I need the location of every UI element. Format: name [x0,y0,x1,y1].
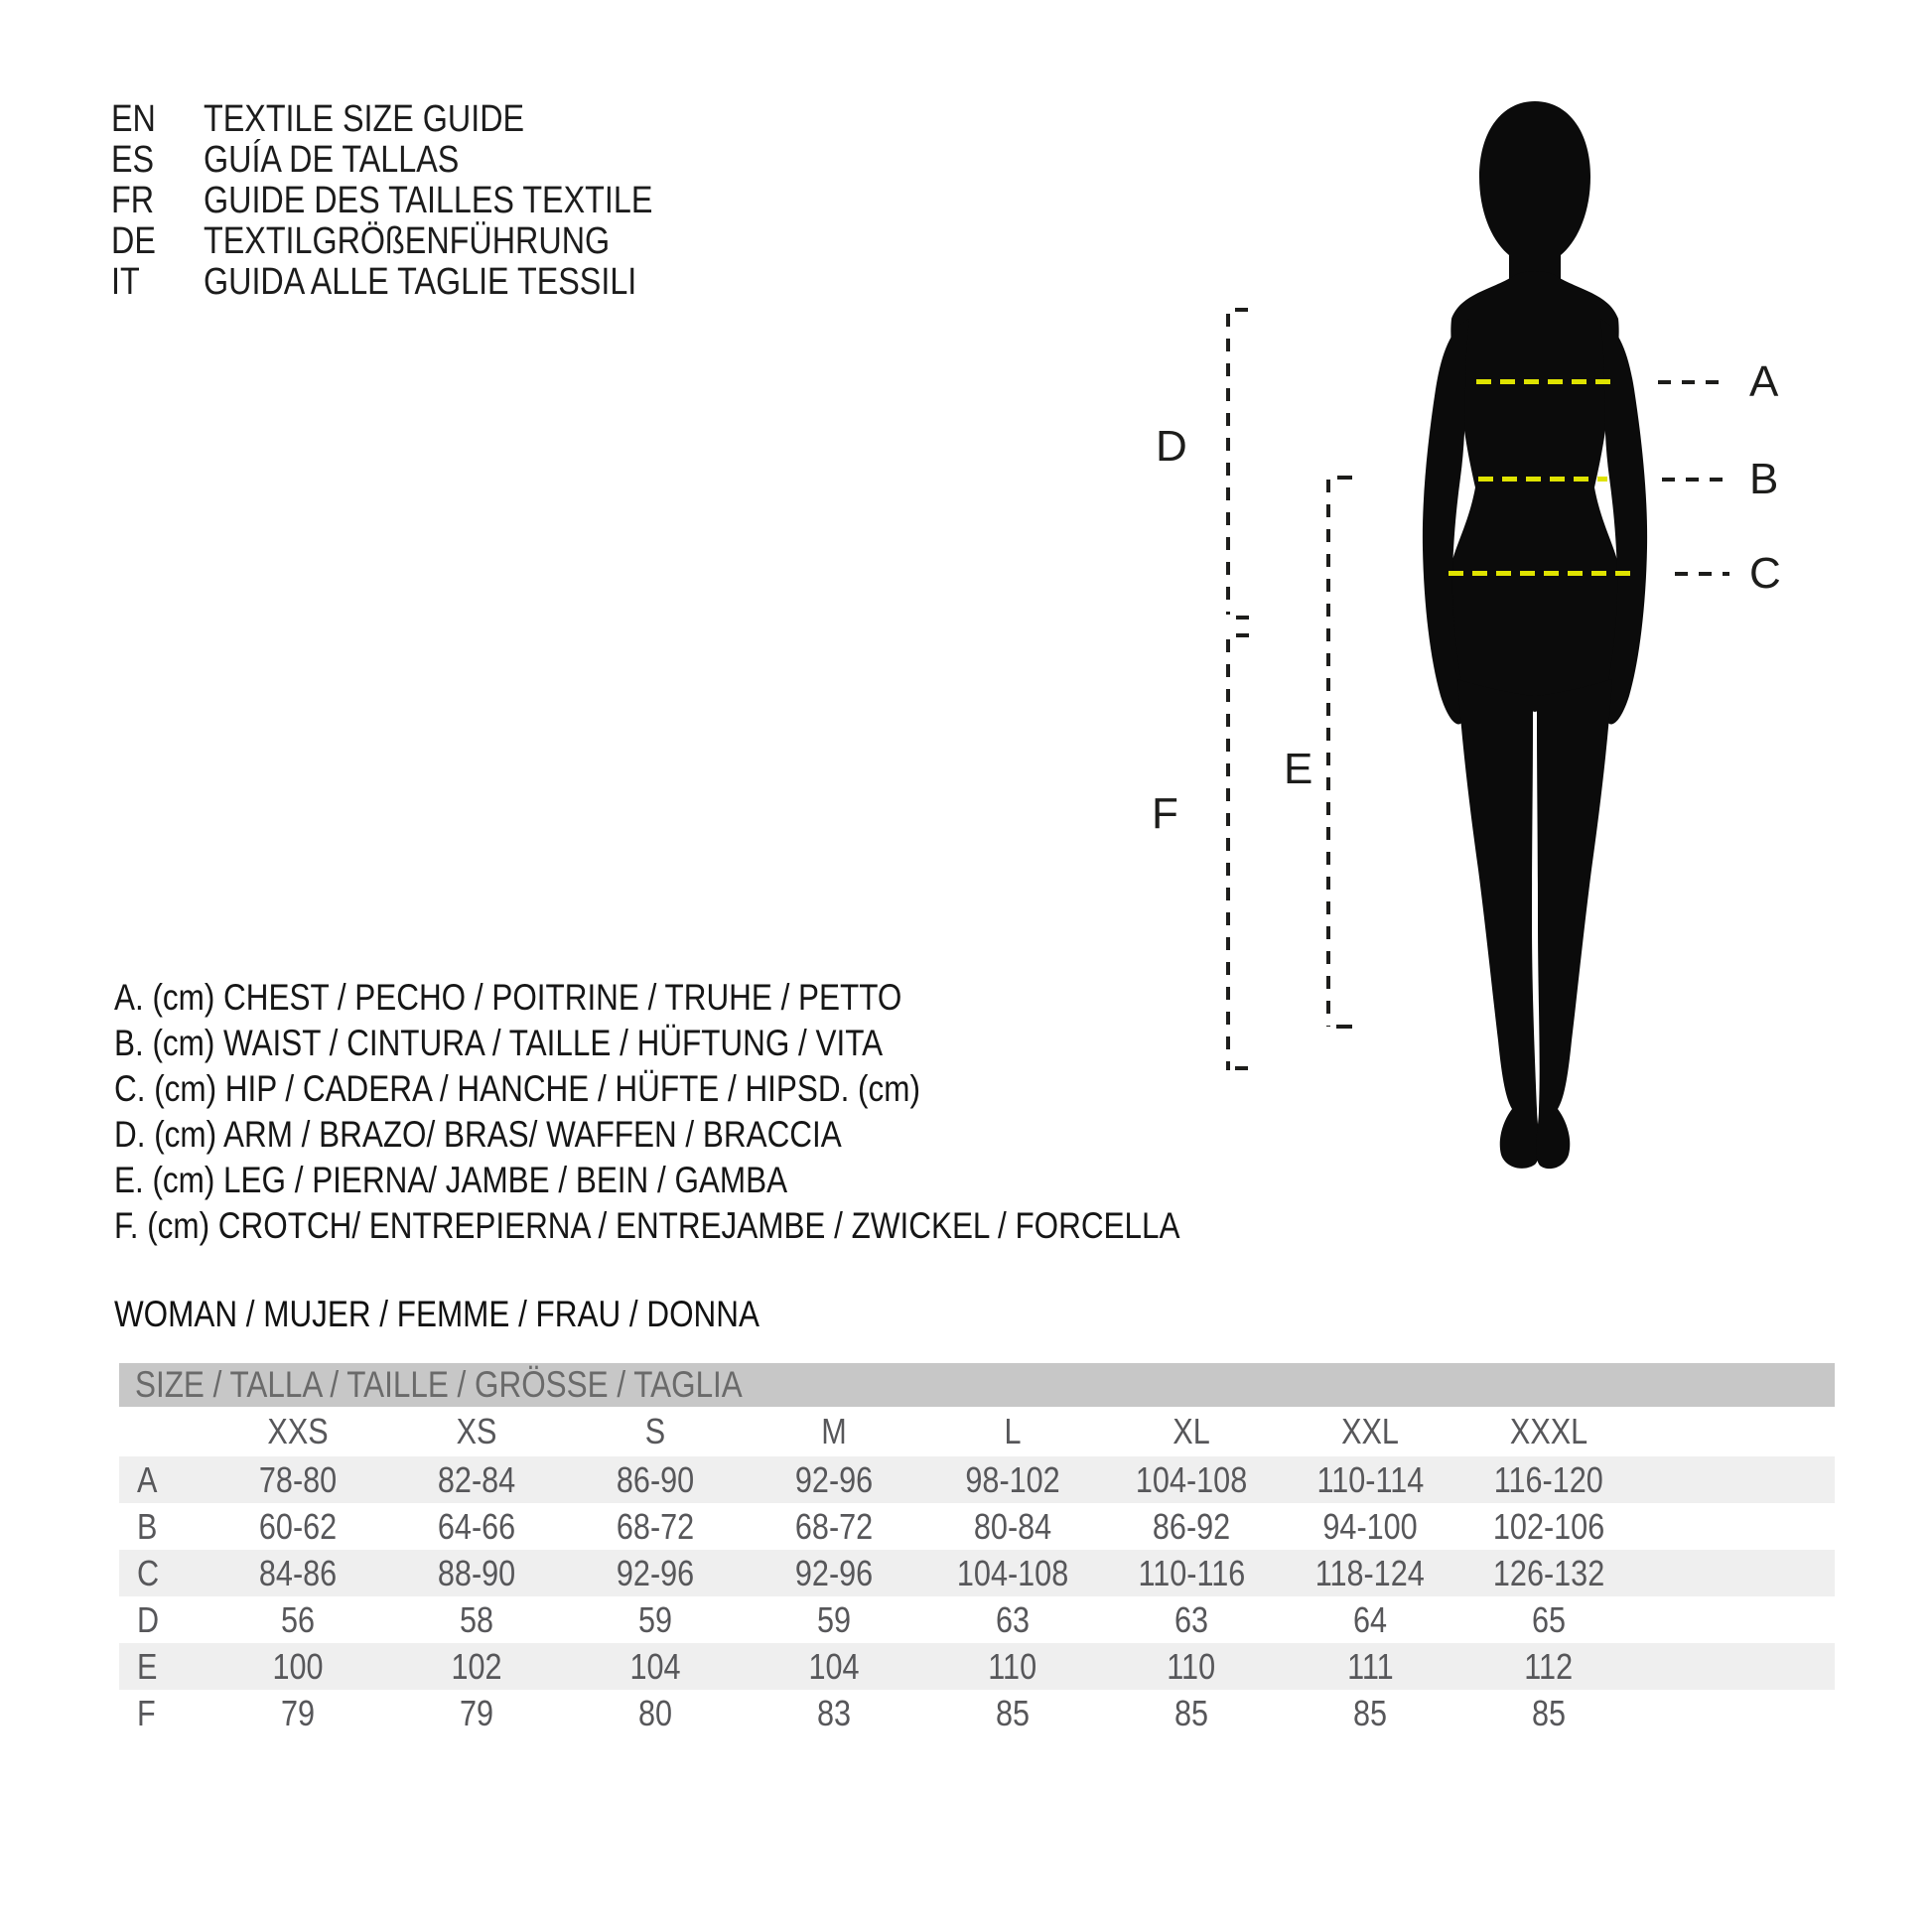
cell-value: 59 [816,1598,852,1640]
legend-hip: C. (cm) HIP / CADERA / HANCHE / HÜFTE / HIPSD. (cm) [114,1068,920,1109]
leg-label: E [1284,745,1313,793]
cell-value: 102 [451,1645,502,1687]
table-cell [566,1506,745,1548]
arm-line-bottom-tick [1236,616,1249,620]
legend-chest: A. (cm) CHEST / PECHO / POITRINE / TRUHE / PETTO [114,977,902,1018]
cell-value: 104-108 [956,1552,1069,1593]
table-cell [1281,1693,1459,1734]
measurement-legend [114,975,1368,1249]
column-header-xl [1102,1411,1281,1452]
leg-measure-line [1326,480,1330,1027]
cell-value: 110 [988,1645,1037,1687]
table-cell [1281,1599,1459,1641]
table-cell [745,1693,923,1734]
legend-waist: B. (cm) WAIST / CINTURA / TAILLE / HÜFTUNG / VITA [114,1023,884,1063]
row-label-text: B [137,1505,158,1547]
hip-measure-dash [1449,571,1635,576]
size-table [119,1363,1835,1736]
column-header-s [566,1411,745,1452]
cell-value: 110-116 [1138,1552,1245,1593]
cell-value: 94-100 [1322,1505,1418,1547]
cell-value: 85 [1173,1692,1209,1733]
hip-label: C [1749,549,1781,598]
table-cell [208,1553,387,1594]
cell-value: 92-96 [794,1552,874,1593]
table-cell [208,1646,387,1688]
cell-value: 86-90 [616,1458,695,1500]
table-row-arm [119,1596,1835,1643]
size-table-title: SIZE / TALLA / TAILLE / GRÖSSE / TAGLIA [135,1364,743,1405]
table-cell [1281,1506,1459,1548]
language-row [111,99,732,140]
table-cell [1459,1459,1638,1501]
woman-silhouette-figure [1400,99,1670,1173]
cell-value: 83 [816,1692,852,1733]
column-header-text: M [821,1411,847,1451]
table-cell [1459,1553,1638,1594]
table-cell [923,1693,1102,1734]
cell-value: 59 [637,1598,673,1640]
table-cell [923,1646,1102,1688]
column-header-text: S [644,1411,666,1451]
gender-title [114,1294,874,1335]
language-code: IT [111,261,140,303]
column-header-text: XXXL [1509,1411,1588,1451]
cell-value: 68-72 [616,1505,695,1547]
table-cell [1281,1459,1459,1501]
legend-leg: E. (cm) LEG / PIERNA/ JAMBE / BEIN / GAMBA [114,1160,788,1200]
cell-value: 111 [1346,1645,1394,1687]
table-cell [208,1693,387,1734]
row-label [119,1506,208,1548]
crotch-label: F [1152,789,1178,838]
table-cell [745,1599,923,1641]
cell-value: 112 [1524,1645,1574,1687]
cell-value: 92-96 [616,1552,695,1593]
column-header-m [745,1411,923,1452]
guide-title: GUÍA DE TALLAS [204,139,460,181]
cell-value: 63 [995,1598,1031,1640]
language-code: ES [111,139,155,181]
hip-leader-dash [1675,572,1729,576]
table-cell [923,1459,1102,1501]
cell-value: 82-84 [437,1458,516,1500]
cell-value: 58 [459,1598,494,1640]
cell-value: 84-86 [258,1552,338,1593]
cell-value: 85 [1531,1692,1567,1733]
cell-value: 100 [272,1645,324,1687]
arm-line-top-tick [1235,308,1248,312]
cell-value: 56 [280,1598,316,1640]
row-label [119,1599,208,1641]
column-header-text: L [1004,1411,1022,1451]
table-cell [566,1459,745,1501]
cell-value: 86-92 [1152,1505,1231,1547]
cell-value: 110 [1167,1645,1216,1687]
table-row-waist [119,1503,1835,1550]
table-row-hip [119,1550,1835,1596]
table-cell [745,1646,923,1688]
language-row [111,140,732,181]
cell-value: 88-90 [437,1552,516,1593]
guide-title: TEXTILE SIZE GUIDE [204,98,525,140]
table-cell [1459,1599,1638,1641]
cell-value: 79 [459,1692,494,1733]
table-cell [566,1646,745,1688]
table-cell [1102,1646,1281,1688]
cell-value: 80-84 [973,1505,1052,1547]
waist-label: B [1749,455,1779,503]
table-cell [387,1646,566,1688]
arm-measure-line [1226,314,1230,615]
table-cell [1102,1459,1281,1501]
table-cell [208,1506,387,1548]
crotch-line-top-tick [1236,633,1249,637]
cell-value: 63 [1173,1598,1209,1640]
cell-value: 102-106 [1492,1505,1605,1547]
size-columns-row [119,1407,1835,1456]
table-cell [387,1599,566,1641]
cell-value: 85 [1352,1692,1388,1733]
table-cell [1459,1693,1638,1734]
column-header-xxxl [1459,1411,1638,1452]
row-label [119,1553,208,1594]
cell-value: 98-102 [965,1458,1060,1500]
cell-value: 104-108 [1135,1458,1248,1500]
column-header-text: XXL [1341,1411,1399,1451]
table-cell [745,1459,923,1501]
chest-measure-dash [1476,379,1618,384]
guide-title: TEXTILGRÖßENFÜHRUNG [204,220,611,262]
language-row [111,181,732,221]
language-row [111,221,732,262]
chest-label: A [1749,357,1779,406]
table-cell [745,1506,923,1548]
table-cell [923,1506,1102,1548]
guide-title: GUIDA ALLE TAGLIE TESSILI [204,261,637,303]
cell-value: 80 [637,1692,673,1733]
table-cell [923,1553,1102,1594]
column-header-text: XXS [267,1411,329,1451]
cell-value: 118-124 [1314,1552,1426,1593]
table-cell [1102,1506,1281,1548]
column-header-l [923,1411,1102,1452]
legend-arm: D. (cm) ARM / BRAZO/ BRAS/ WAFFEN / BRACCIA [114,1114,842,1155]
table-cell [1102,1693,1281,1734]
cell-value: 64-66 [437,1505,516,1547]
language-code: FR [111,180,155,221]
cell-value: 65 [1531,1598,1567,1640]
table-row-crotch [119,1690,1835,1736]
row-label [119,1459,208,1501]
cell-value: 85 [995,1692,1031,1733]
language-title-block [111,99,732,303]
table-cell [387,1553,566,1594]
gender-title-text: WOMAN / MUJER / FEMME / FRAU / DONNA [114,1294,759,1334]
cell-value: 78-80 [258,1458,338,1500]
chest-leader-dash [1658,380,1729,384]
arm-label: D [1156,422,1187,471]
row-label-text: D [137,1598,160,1640]
cell-value: 116-120 [1493,1458,1604,1500]
row-label-text: A [137,1458,158,1500]
cell-value: 79 [280,1692,316,1733]
table-cell [1102,1599,1281,1641]
cell-value: 64 [1352,1598,1388,1640]
table-cell [1281,1646,1459,1688]
language-code: DE [111,220,156,262]
cell-value: 92-96 [794,1458,874,1500]
cell-value: 104 [808,1645,860,1687]
cell-value: 104 [629,1645,681,1687]
cell-value: 126-132 [1492,1552,1605,1593]
table-cell [208,1599,387,1641]
table-cell [566,1599,745,1641]
row-label-text: C [137,1552,160,1593]
table-row-leg [119,1643,1835,1690]
size-table-header-band [119,1363,1835,1407]
row-label [119,1646,208,1688]
cell-value: 110-114 [1316,1458,1424,1500]
table-cell [566,1693,745,1734]
table-cell [208,1459,387,1501]
table-cell [566,1553,745,1594]
table-cell [923,1599,1102,1641]
column-header-text: XS [456,1411,497,1451]
table-cell [1459,1646,1638,1688]
row-label [119,1693,208,1734]
column-header-xxl [1281,1411,1459,1452]
table-cell [387,1506,566,1548]
table-cell [1459,1506,1638,1548]
row-label-text: E [137,1645,158,1687]
column-header-xs [387,1411,566,1452]
leg-line-top-tick [1337,476,1352,480]
guide-title: GUIDE DES TAILLES TEXTILE [204,180,653,221]
table-cell [387,1693,566,1734]
cell-value: 60-62 [258,1505,338,1547]
table-cell [387,1459,566,1501]
table-cell [1102,1553,1281,1594]
waist-measure-dash [1478,477,1607,482]
table-cell [745,1553,923,1594]
column-header-xxs [208,1411,387,1452]
legend-crotch: F. (cm) CROTCH/ ENTREPIERNA / ENTREJAMBE / ZWICKEL / FORCELLA [114,1205,1180,1246]
waist-leader-dash [1662,478,1729,482]
table-row-chest [119,1456,1835,1503]
language-row [111,262,732,303]
language-code: EN [111,98,156,140]
cell-value: 68-72 [794,1505,874,1547]
column-header-text: XL [1173,1411,1210,1451]
row-label-text: F [137,1692,156,1733]
table-cell [1281,1553,1459,1594]
